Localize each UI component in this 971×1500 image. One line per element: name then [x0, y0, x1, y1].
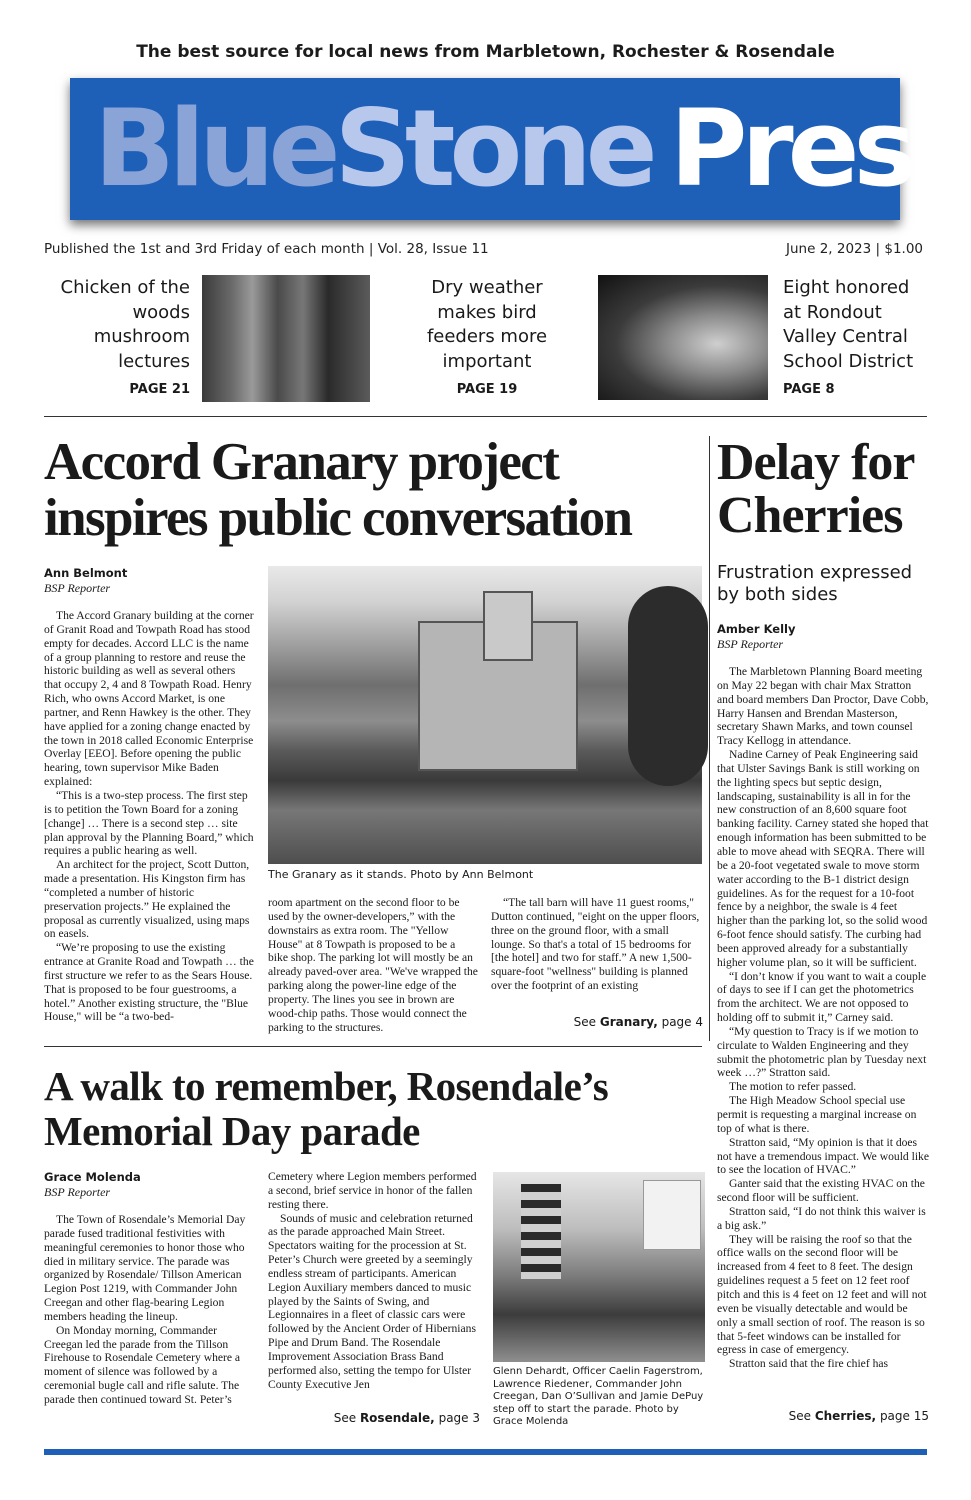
- paragraph: The Town of Rosendale’s Memorial Day parade fused traditional festivities with meaningful ceremonies to honor those who died in military service. The parade was organized by Rosendale/ Tillson American Legion Post 1219, with Commander John Creegan and other flag-bearing Legion members heading the lineup.: [44, 1213, 246, 1323]
- publication-info: Published the 1st and 3rd Friday of each month | Vol. 28, Issue 11: [44, 241, 489, 257]
- parade-author: Grace Molenda: [44, 1170, 141, 1184]
- granary-jump-link[interactable]: [491, 1015, 703, 1029]
- parade-headline[interactable]: A walk to remember, Rosendale’s Memorial Day parade: [44, 1063, 609, 1154]
- paragraph: They will be raising the roof so that the office walls on the second floor will be increased from 4 feet to 8 feet. The design guidelines request a 5 feet on 12 feet roof pitch and this is 4 feet on 12 feet and will not even be visually detectable and would be only a small section of roof. The reason is so that 5-feet windows can be installed for egress in case of emergency.: [717, 1232, 927, 1357]
- tower-shape: [483, 591, 533, 661]
- parade-role: BSP Reporter: [44, 1185, 111, 1199]
- granary-author: Ann Belmont: [44, 566, 128, 580]
- granary-headline[interactable]: Accord Granary project inspires public conversation: [44, 433, 632, 547]
- cherries-jump-link[interactable]: [717, 1409, 929, 1423]
- teaser-text: Eight honored at Rondout Valley Central School District: [783, 277, 914, 372]
- parade-caption: Glenn Dehardt, Officer Caelin Fagerstrom, Lawrence Riedener, Commander John Creegan, Dan O’Sullivan and Jamie DePuy step off to start the parade. Photo by Grace Molenda: [493, 1366, 704, 1427]
- paragraph: An architect for the project, Scott Dutton, made a presentation. His Kingston firm has “completed a number of historic preservation projects.” He explained the proposal as currently visualized, using maps on easels.: [44, 858, 250, 941]
- paragraph: Sounds of music and celebration returned as the parade approached Main Street. Spectators waiting for the procession at St. Peter’s Church were greeted by a seemingly endless stream of participants. American Legion Auxiliary members danced to music played by the Saints of Swing, and Legionnaires in a fleet of classic cars were followed by the Ancient Order of Hibernians Pipe and Drum Band. The Rosendale Improvement Association Brass Band performed also, setting the tempo for Ulster County Executive Jen: [268, 1211, 476, 1391]
- teaser-text: Chicken of the woods mushroom lectures: [60, 277, 190, 372]
- parade-column-1: [44, 1213, 254, 1407]
- cherries-author: Amber Kelly: [717, 622, 796, 636]
- date-price: June 2, 2023 | $1.00: [786, 241, 923, 257]
- tree-shape: [628, 586, 708, 786]
- paragraph: “My question to Tracy is if we motion to circulate to Walden Engineering and they submit the photometric plan by Tuesday next week …?” Stratton said.: [717, 1024, 927, 1080]
- granary-column-3: [491, 896, 703, 993]
- jump-prefix: See: [573, 1015, 597, 1029]
- jump-prefix: See: [333, 1411, 357, 1425]
- cherries-headline[interactable]: Delay for Cherries: [717, 434, 914, 544]
- honor-ceremony-photo[interactable]: [598, 275, 768, 400]
- teaser-page: PAGE 21: [129, 382, 190, 397]
- paragraph: Cemetery where Legion members performed a second, brief service in honor of the fallen resting there.: [268, 1170, 477, 1211]
- parade-photo[interactable]: [493, 1172, 705, 1362]
- paragraph: Stratton said that the fire chief has: [729, 1357, 889, 1371]
- paragraph: Ganter said that the existing HVAC on the second floor will be sufficient.: [717, 1177, 925, 1205]
- paragraph: Stratton said, “My opinion is that it does not have a tremendous impact. We would like to see the location of HVAC.”: [717, 1135, 929, 1177]
- teaser-mushroom[interactable]: [60, 276, 190, 403]
- paragraph: “The tall barn will have 11 guest rooms," Dutton continued, "eight on the upper floors, three on the ground floor, with a small lounge. So that's a total of 15 bedrooms for [the hotel] and two for staff.” A new 1,500-square-foot "wellness" building is planned over the footprint of an existing: [491, 896, 700, 993]
- jump-word: Rosendale,: [359, 1411, 435, 1425]
- cherries-column: [717, 665, 929, 1371]
- parade-column-2: [268, 1170, 480, 1392]
- paragraph: The Marbletown Planning Board meeting on May 22 began with chair Max Stratton and board members Dan Proctor, Dave Cobb, Harry Hansen and Brendan Masterson, secretary Shawn Marks, and town counsel Tracy Kellogg in attendance.: [717, 665, 929, 748]
- jump-word: Granary,: [599, 1015, 658, 1029]
- masthead-logo[interactable]: [70, 78, 968, 220]
- footer-bar: [44, 1449, 927, 1455]
- jump-prefix: See: [788, 1409, 811, 1423]
- cherries-role: BSP Reporter: [717, 637, 784, 651]
- tagline: The best source for local news from Marbletown, Rochester & Rosendale: [136, 42, 835, 62]
- paragraph: On Monday morning, Commander Creegan led the parade from the Tillson Firehouse to Rosendale Cemetery where a moment of silence was followed by a ceremonial bugle call and rifle salute. The parade then continued toward St. Peter’s: [44, 1323, 241, 1406]
- house-shape: [643, 1180, 701, 1250]
- flag-shape: [521, 1184, 561, 1279]
- paragraph: room apartment on the second floor to be used by the owner-developers,” with the downstairs as extra room. The "Yellow House" at 8 Towpath is proposed to be a bike shop. The parking lot will mostly be an already paved-over area. "We've wrapped the parking along the power-line edge of the property. The lines you see in brown are wood-chip paths. Those would connect the parking to the structures.: [268, 896, 478, 1034]
- logo-stone: Stone: [334, 87, 652, 210]
- granary-caption: The Granary as it stands. Photo by Ann Belmont: [268, 868, 534, 881]
- teaser-honored[interactable]: [783, 276, 933, 403]
- granary-role: BSP Reporter: [44, 581, 111, 595]
- paragraph: Nadine Carney of Peak Engineering said that Ulster Savings Bank is still working on the lighting specs but septic design, landscaping, sustainability is all in for the new construction of an 8,600 square foot banking facility. Carney stated she hoped that enough information has been submitted to be able to move ahead with SEQRA. There will be a 20-foot vegetated swale to move storm water according to the B-1 district design guidelines. As for the request for a 10-foot fence by a neighbor, the swale is 4 feet higher than the parking lot, so the solid wood 6-foot fence should satisfy. The curbing had been approved already for a substantially higher volume plan, so it will be sufficient.: [717, 748, 929, 969]
- paragraph: The motion to refer passed.: [729, 1080, 857, 1094]
- teaser-page: PAGE 8: [783, 382, 835, 397]
- paragraph: “We’re proposing to use the existing entrance at Granite Road and Towpath … the first structure we refer to as the Sears House. That is proposed to be four guestrooms, a hotel.” Another existing structure, the "Blue House," will be “a two-bed-: [44, 941, 254, 1024]
- jump-page: page 15: [879, 1409, 929, 1423]
- teaser-text: Dry weather makes bird feeders more important: [426, 277, 548, 372]
- paragraph: “I don’t know if you want to wait a couple of days to see if I can get the photometrics from the architect. We are not opposed to holding off to submit it,” Carney said.: [717, 969, 927, 1025]
- logo-press: Press: [669, 87, 968, 210]
- paragraph: “This is a two-step process. The first step is to petition the Town Board for a zoning [change] … There is a second step … site plan approval by the Planning Board,” which requires a public hearing as well.: [44, 788, 254, 858]
- jump-page: page 3: [438, 1411, 480, 1425]
- paragraph: Stratton said, “I do not think this waiver is a big ask.”: [717, 1204, 926, 1232]
- logo-blue: Blue: [94, 87, 335, 210]
- jump-word: Cherries,: [814, 1409, 877, 1423]
- jump-page: page 4: [661, 1015, 703, 1029]
- divider: [44, 416, 927, 417]
- granary-column-2: [268, 896, 478, 1034]
- cherries-subhead: Frustration expressed by both sides: [717, 562, 913, 605]
- paragraph: The High Meadow School special use permit is requesting a marginal increase on top of what is there.: [717, 1094, 917, 1135]
- granary-photo[interactable]: [268, 566, 702, 864]
- column-divider: [709, 436, 710, 1041]
- mushroom-photo[interactable]: [202, 275, 370, 402]
- teaser-bird-feeders[interactable]: [418, 276, 556, 403]
- divider: [44, 1046, 702, 1047]
- granary-column-1: [44, 609, 254, 1024]
- parade-jump-link[interactable]: [268, 1411, 480, 1425]
- paragraph: The Accord Granary building at the corner of Granit Road and Towpath Road has stood empty for decades. Accord LLC is the name of a group planning to restore and reuse the historic building as well as several others that occupy 2, 4 and 8 Towpath Road. Henry Rich, who owns Accord Market, is one partner, and Renn Hawkey is the other. They have applied for a zoning change enacted by the town in 2018 called Economic Enterprise Overlay [EEO]. Before opening the public hearing, town supervisor Mike Baden explained:: [44, 609, 254, 789]
- teaser-page: PAGE 19: [456, 382, 518, 397]
